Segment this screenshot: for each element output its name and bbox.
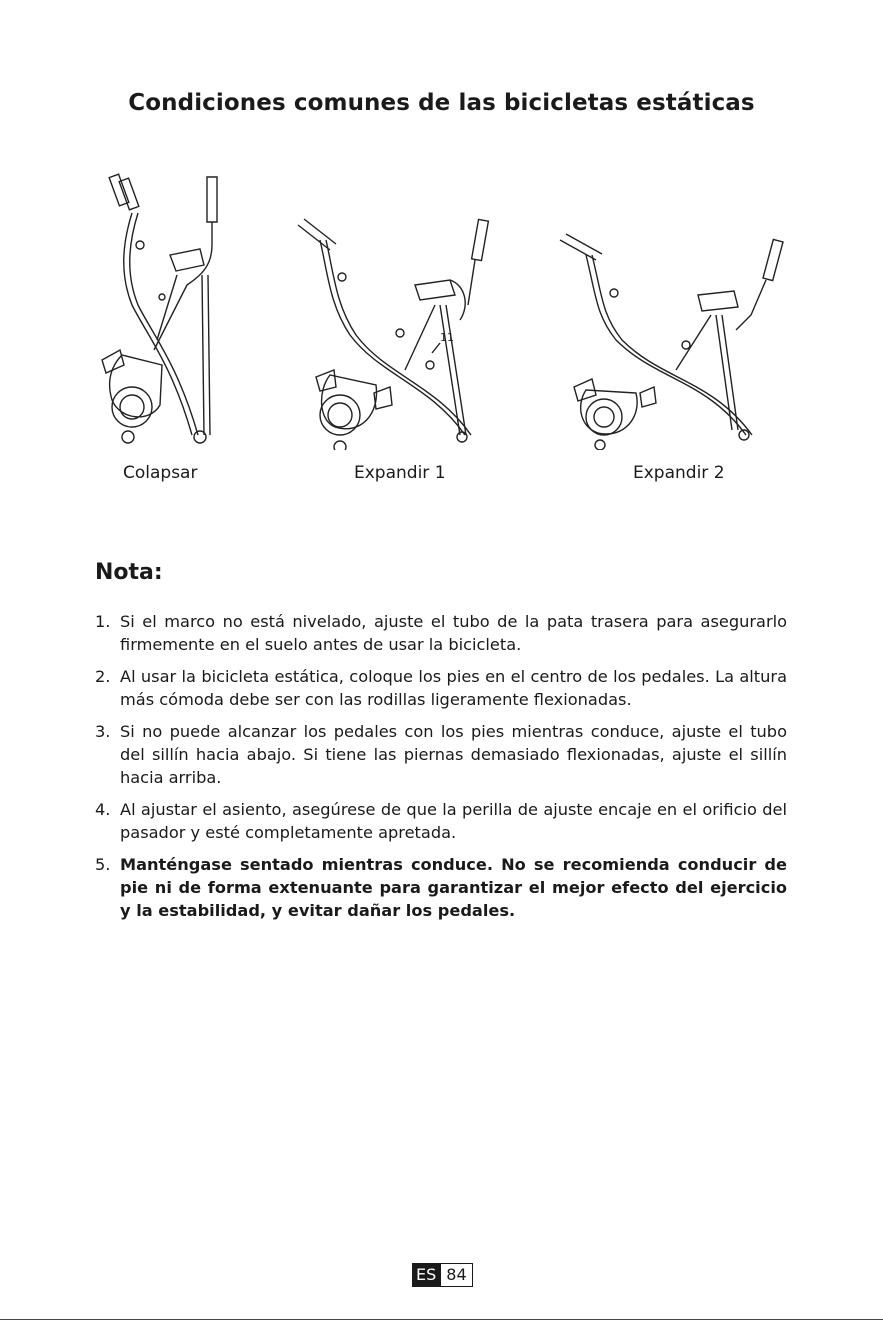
page-number-badge xyxy=(412,1263,473,1287)
bike-collapsed-figure xyxy=(92,165,242,450)
note-number: 2. xyxy=(95,667,111,686)
note-item xyxy=(95,610,787,656)
note-number: 4. xyxy=(95,800,111,819)
bike-collapsed-illustration xyxy=(92,165,242,450)
note-heading: Nota: xyxy=(95,560,163,585)
figure-caption-expand-1: Expandir 1 xyxy=(354,463,446,483)
bottom-divider xyxy=(0,1319,883,1320)
notes-list xyxy=(95,610,787,931)
note-text: Si no puede alcanzar los pedales con los pies mientras conduce, ajuste el tubo del sillín hacia abajo. Si tiene las piernas demasiado flexionadas, ajuste el sillín hacia arriba. xyxy=(120,722,787,787)
note-text: Si el marco no está nivelado, ajuste el tubo de la pata trasera para asegurarlo firmemente en el suelo antes de usar la bicicleta. xyxy=(120,612,787,654)
page-title: Condiciones comunes de las bicicletas estáticas xyxy=(128,90,755,116)
page-number: 84 xyxy=(440,1263,472,1287)
note-item xyxy=(95,665,787,711)
figure-caption-expand-2: Expandir 2 xyxy=(633,463,725,483)
language-code: ES xyxy=(412,1263,440,1287)
note-item xyxy=(95,720,787,789)
bike-expanded-1-figure xyxy=(290,165,510,450)
note-text: Al usar la bicicleta estática, coloque los pies en el centro de los pedales. La altura más cómoda debe ser con las rodillas ligeramente flexionadas. xyxy=(120,667,787,709)
note-item xyxy=(95,798,787,844)
bike-expanded-2-figure xyxy=(556,165,791,450)
note-text: Al ajustar el asiento, asegúrese de que la perilla de ajuste encaje en el orificio del pasador y esté completamente apretada. xyxy=(120,800,787,842)
note-number: 1. xyxy=(95,612,111,631)
note-number: 3. xyxy=(95,722,111,741)
note-text: Manténgase sentado mientras conduce. No se recomienda conducir de pie ni de forma extenuante para garantizar el mejor efecto del ejercicio y la estabilidad, y evitar dañar los pedales. xyxy=(120,855,787,920)
figure-caption-collapse: Colapsar xyxy=(123,463,198,483)
bike-expanded-2-illustration xyxy=(556,165,791,450)
bike-expanded-1-illustration xyxy=(290,165,510,450)
note-number: 5. xyxy=(95,855,111,874)
note-item-warning xyxy=(95,853,787,922)
part-callout-label: 11 xyxy=(440,331,454,344)
